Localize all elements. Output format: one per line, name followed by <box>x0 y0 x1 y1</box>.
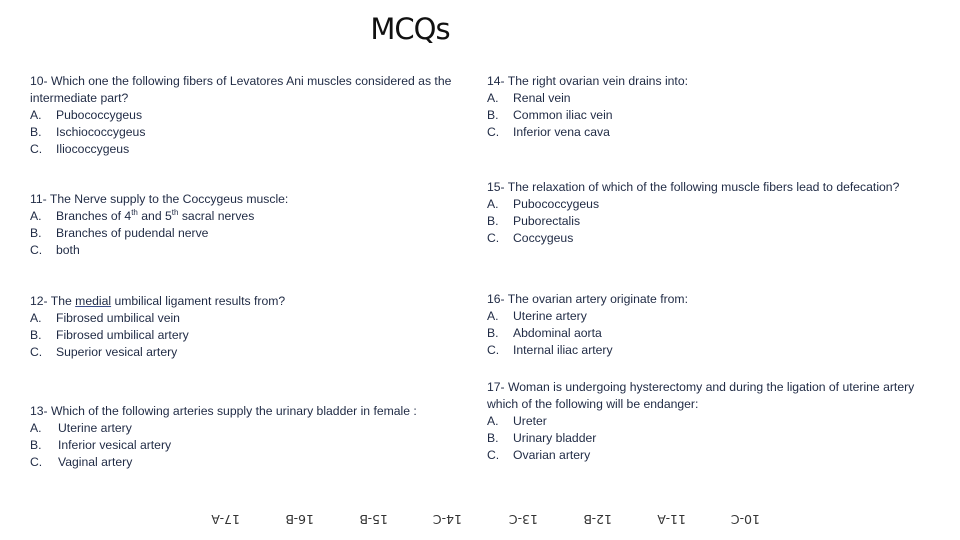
option-c: C. Vaginal artery <box>30 455 133 469</box>
option-c: C. both <box>30 243 80 257</box>
option-a: A. Branches of 4th and 5th sacral nerves <box>30 207 255 223</box>
answer-17: 17-A <box>211 512 240 527</box>
page-title: MCQs <box>370 12 450 46</box>
answer-11: 11-A <box>657 512 686 527</box>
question-stem: 15- The relaxation of which of the following muscle fibers lead to defecation? <box>487 180 900 194</box>
question-stem: 14- The right ovarian vein drains into: <box>487 74 688 88</box>
option-a: A. Fibrosed umbilical vein <box>30 311 180 325</box>
option-b: B. Fibrosed umbilical artery <box>30 328 189 342</box>
question-stem: 13- Which of the following arteries supply the urinary bladder in female : <box>30 404 417 418</box>
answer-key <box>180 505 770 527</box>
option-a: A. Uterine artery <box>30 421 132 435</box>
question-13 <box>30 403 420 471</box>
answer-13: 13-C <box>508 512 538 527</box>
question-14 <box>487 73 937 141</box>
answer-12: 12-B <box>583 512 612 527</box>
question-stem: 12- The medial umbilical ligament results from? <box>30 294 286 308</box>
question-stem: 10- Which one the following fibers of Levatores Ani muscles considered as the intermediate part? <box>30 74 452 105</box>
option-c: C. Internal iliac artery <box>487 343 613 357</box>
question-stem: 11- The Nerve supply to the Coccygeus muscle: <box>30 192 289 206</box>
option-b: B. Branches of pudendal nerve <box>30 226 209 240</box>
option-a: A. Pubococcygeus <box>30 108 143 122</box>
underlined-word: medial <box>75 294 112 308</box>
option-b: B. Abdominal aorta <box>487 326 602 340</box>
option-b: B. Urinary bladder <box>487 431 597 445</box>
option-a: A. Pubococcygeus <box>487 197 600 211</box>
option-b: B. Ischiococcygeus <box>30 125 146 139</box>
option-b: B. Common iliac vein <box>487 108 613 122</box>
question-16 <box>487 291 937 359</box>
question-17 <box>487 379 927 464</box>
question-stem: 16- The ovarian artery originate from: <box>487 292 688 306</box>
option-c: C. Superior vesical artery <box>30 345 178 359</box>
question-12 <box>30 293 460 361</box>
option-a: A. Renal vein <box>487 91 571 105</box>
option-a: A. Uterine artery <box>487 309 587 323</box>
answer-14: 14-C <box>432 512 462 527</box>
answer-10: 10-C <box>730 512 760 527</box>
option-c: C. Coccygeus <box>487 231 574 245</box>
option-b: B. Inferior vesical artery <box>30 438 172 452</box>
question-stem: 17- Woman is undergoing hysterectomy and during the ligation of uterine artery which of the following will be endanger: <box>487 380 915 411</box>
option-c: C. Inferior vena cava <box>487 125 610 139</box>
option-c: C. Iliococcygeus <box>30 142 130 156</box>
question-10 <box>30 73 460 158</box>
option-b: B. Puborectalis <box>487 214 581 228</box>
option-a: A. Ureter <box>487 414 547 428</box>
question-15 <box>487 179 947 247</box>
answer-16: 16-B <box>285 512 314 527</box>
question-11 <box>30 191 460 259</box>
answer-15: 15-B <box>359 512 388 527</box>
option-c: C. Ovarian artery <box>487 448 591 462</box>
